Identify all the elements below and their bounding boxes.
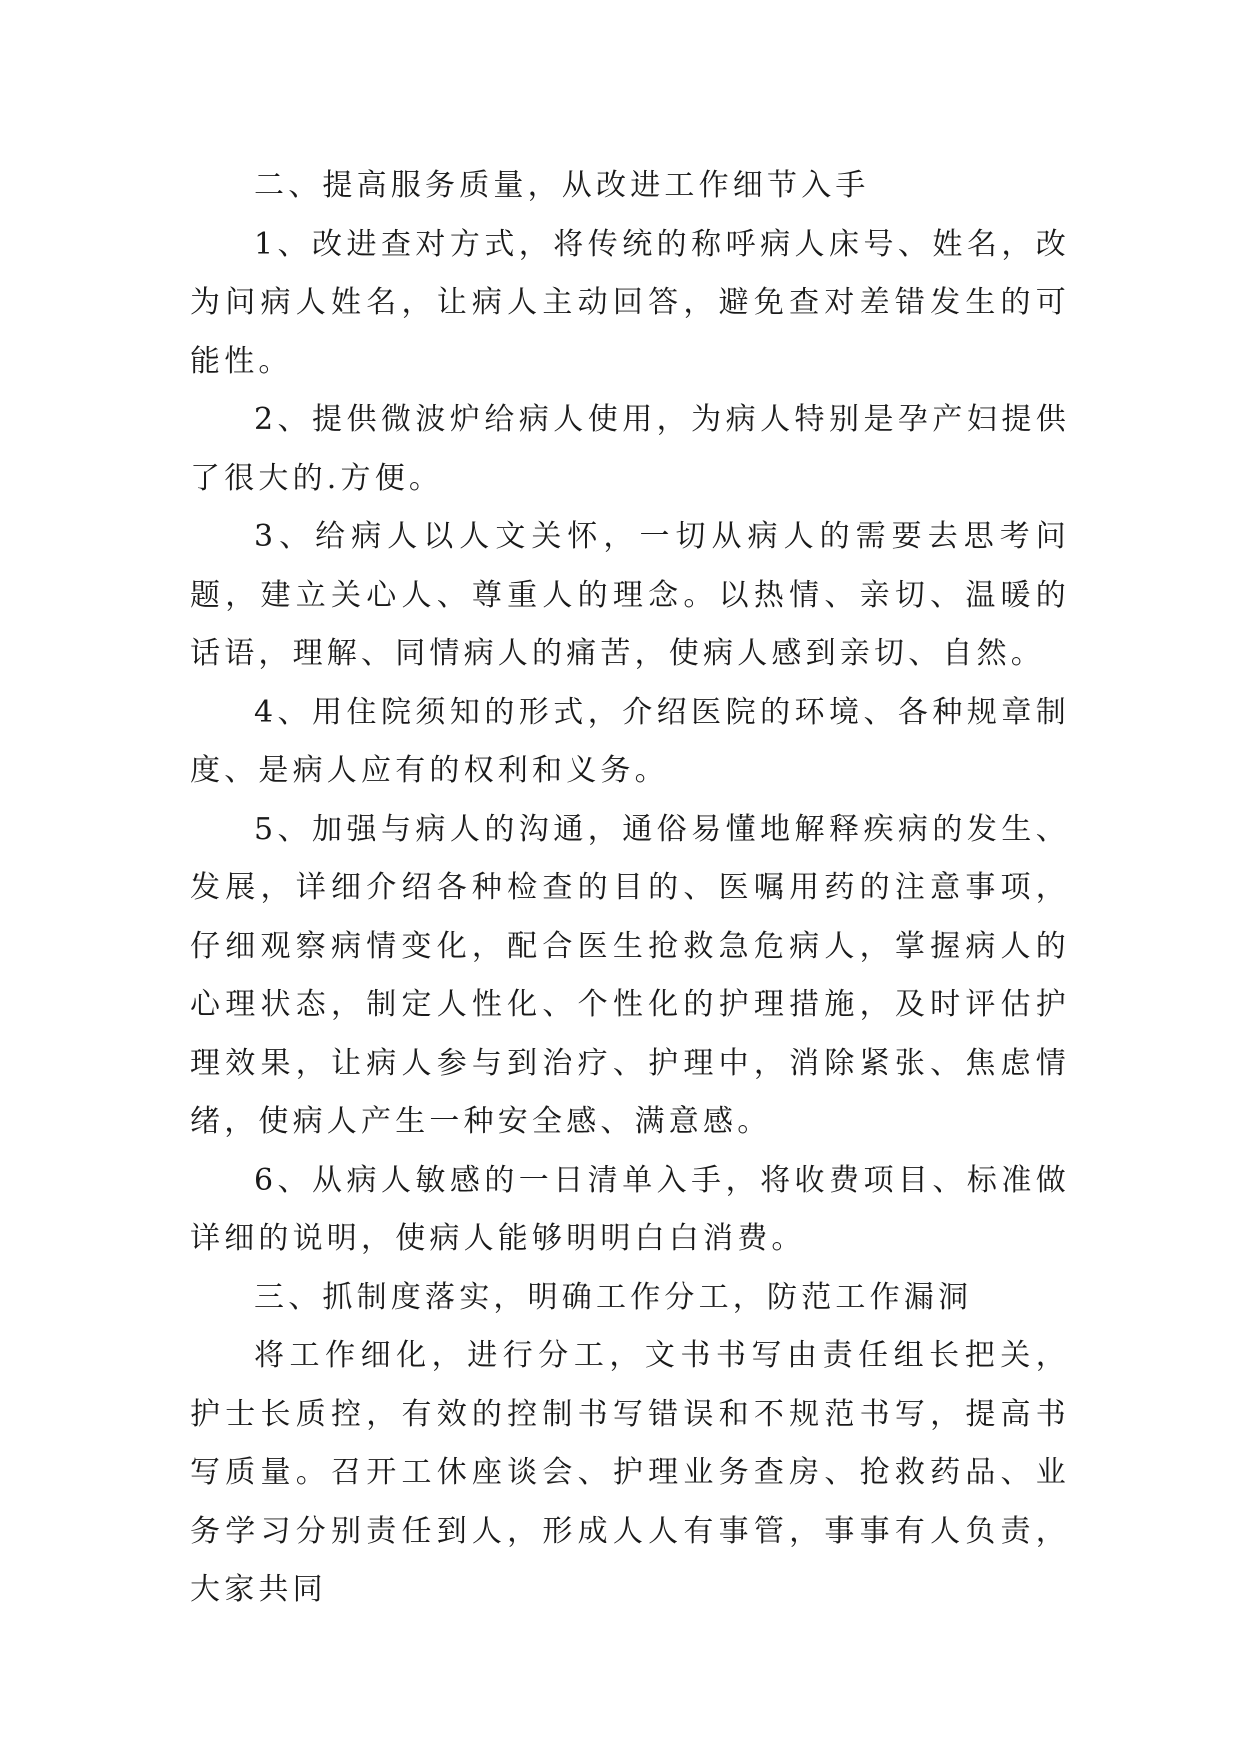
document-body	[190, 157, 1070, 1620]
paragraph-body: 将工作细化，进行分工，文书书写由责任组长把关，护士长质控，有效的控制书写错误和不规范书写，提高书写质量。召开工休座谈会、护理业务查房、抢救药品、业务学习分别责任到人，形成人人有事管，事事有人负责，大家共同	[190, 1338, 1070, 1607]
paragraph-item-3: 3、给病人以人文关怀，一切从病人的需要去思考问题，建立关心人、尊重人的理念。以热情、亲切、温暖的话语，理解、同情病人的痛苦，使病人感到亲切、自然。	[190, 519, 1070, 671]
section-heading-2: 二、提高服务质量，从改进工作细节入手	[254, 168, 870, 203]
paragraph-item-5: 5、加强与病人的沟通，通俗易懂地解释疾病的发生、发展，详细介绍各种检查的目的、医嘱用药的注意事项，仔细观察病情变化，配合医生抢救急危病人，掌握病人的心理状态，制定人性化、个性化的护理措施，及时评估护理效果，让病人参与到治疗、护理中，消除紧张、焦虑情绪，使病人产生一种安全感、满意感。	[190, 811, 1070, 1139]
section-heading-3: 三、抓制度落实，明确工作分工，防范工作漏洞	[254, 1279, 973, 1315]
paragraph-item-6: 6、从病人敏感的一日清单入手，将收费项目、标准做详细的说明，使病人能够明明白白消费。	[190, 1162, 1070, 1256]
paragraph-item-2: 2、提供微波炉给病人使用，为病人特别是孕产妇提供了很大的.方便。	[190, 402, 1070, 496]
paragraph-item-4: 4、用住院须知的形式，介绍医院的环境、各种规章制度、是病人应有的权利和义务。	[190, 694, 1070, 788]
paragraph-item-1: 1、改进查对方式，将传统的称呼病人床号、姓名，改为问病人姓名，让病人主动回答，避免查对差错发生的可能性。	[190, 226, 1070, 379]
